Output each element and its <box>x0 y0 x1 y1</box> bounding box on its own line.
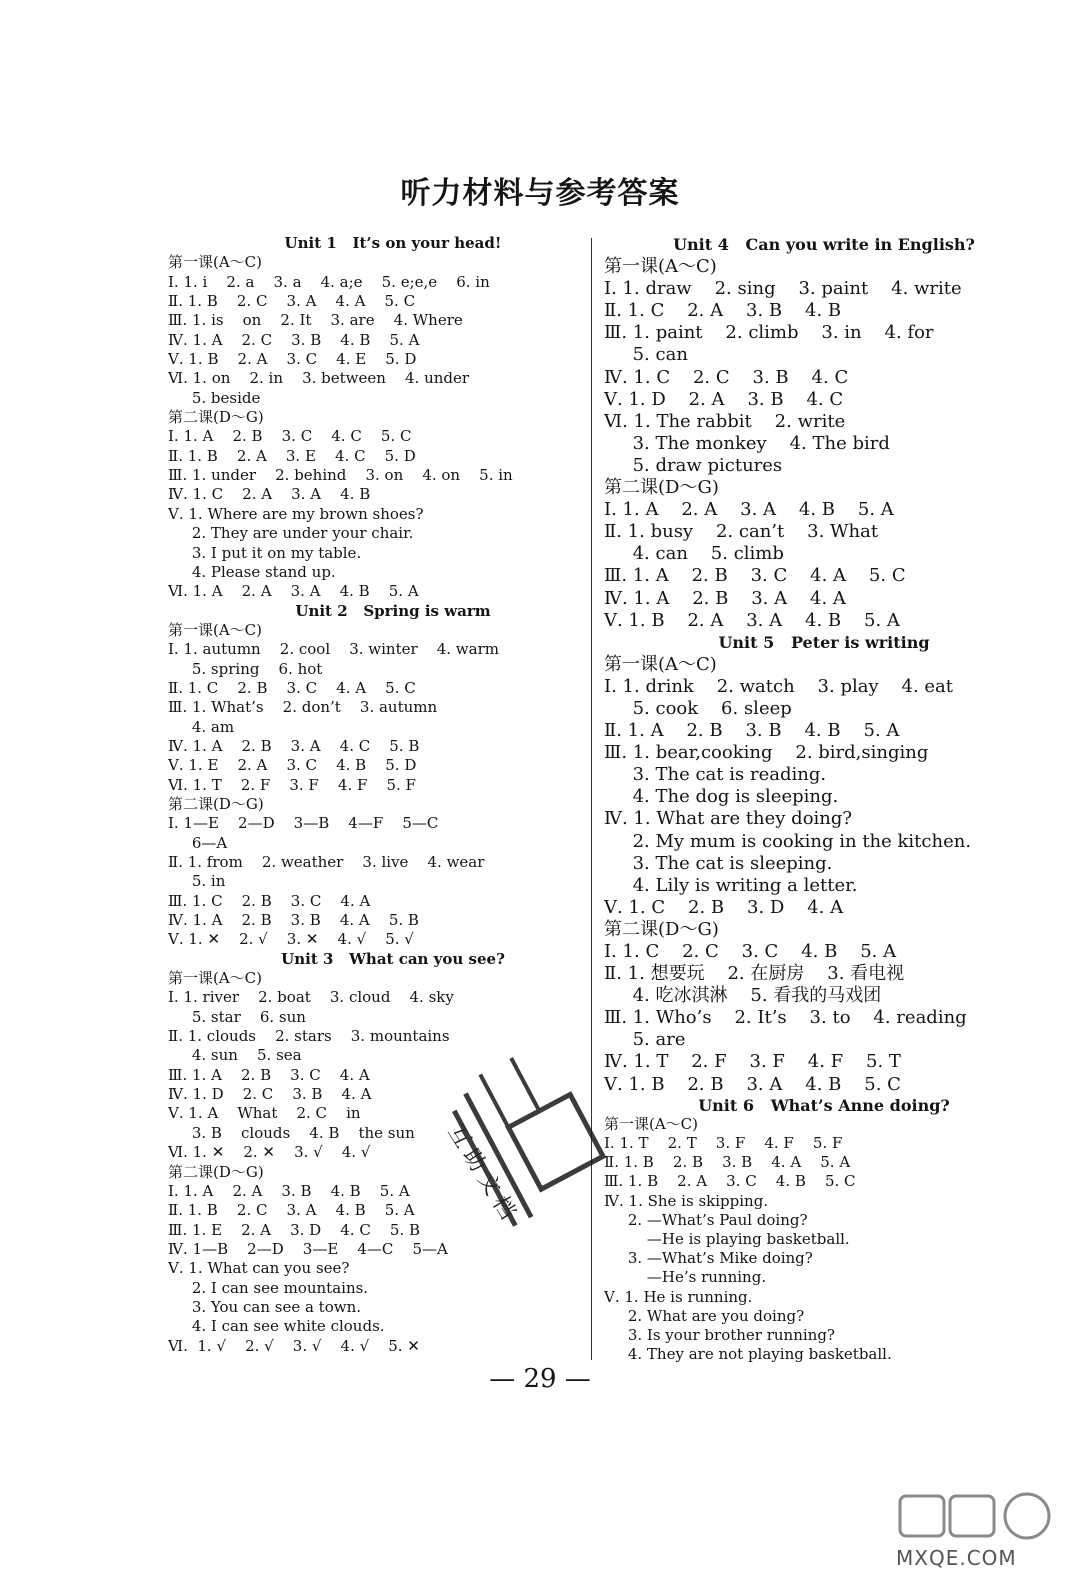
left-answer-line: 第二课(D～G) <box>168 408 264 427</box>
left-answer-line: Ⅳ. 1. A 2. B 3. A 4. C 5. B <box>168 736 420 755</box>
right-answer-line: 5. cook 6. sleep <box>604 697 792 719</box>
right-answer-line: 3. Is your brother running? <box>604 1325 835 1344</box>
right-answer-line: 第一课(A～C) <box>604 256 717 278</box>
right-answer-line: —He is playing basketball. <box>604 1229 850 1248</box>
right-answer-line: Ⅱ. 1. C 2. A 3. B 4. B <box>604 300 842 322</box>
left-unit-heading: Unit 3 What can you see? <box>281 949 505 968</box>
left-answer-line: 第一课(A～C) <box>168 620 263 639</box>
left-answer-line: Ⅳ. 1. C 2. A 3. A 4. B <box>168 485 371 504</box>
right-unit-heading: Unit 5 Peter is writing <box>718 632 930 652</box>
right-answer-line: Ⅱ. 1. 想要玩 2. 在厨房 3. 看电视 <box>604 963 905 985</box>
left-answer-line: Ⅵ. 1. A 2. A 3. A 4. B 5. A <box>168 582 419 601</box>
left-answer-line: Ⅲ. 1. A 2. B 3. C 4. A <box>168 1065 370 1084</box>
left-answer-line: 3. I put it on my table. <box>168 543 362 562</box>
left-answer-line: Ⅳ. 1. A 2. C 3. B 4. B 5. A <box>168 330 420 349</box>
right-answer-line: Ⅲ. 1. Who’s 2. It’s 3. to 4. reading <box>604 1007 967 1029</box>
left-answer-line: 5. in <box>168 872 226 891</box>
left-answer-line: Ⅱ. 1. B 2. C 3. A 4. B 5. A <box>168 1201 415 1220</box>
left-answer-line: 2. They are under your chair. <box>168 524 414 543</box>
right-answer-line: 第一课(A～C) <box>604 1114 699 1133</box>
right-answer-line: Ⅱ. 1. B 2. B 3. B 4. A 5. A <box>604 1153 851 1172</box>
right-unit-heading: Unit 4 Can you write in English? <box>673 235 975 254</box>
right-answer-line: 第一课(A～C) <box>604 653 717 675</box>
right-answer-line: Ⅳ. 1. A 2. B 3. A 4. A <box>604 587 846 609</box>
left-answer-line: 4. Please stand up. <box>168 562 336 581</box>
right-answer-line: Ⅰ. 1. drink 2. watch 3. play 4. eat <box>604 675 954 697</box>
right-answer-line: Ⅱ. 1. busy 2. can’t 3. What <box>604 521 879 543</box>
left-unit-heading: Unit 1 It’s on your head! <box>284 234 502 252</box>
right-answer-line: Ⅱ. 1. A 2. B 3. B 4. B 5. A <box>604 720 900 742</box>
left-answer-line: Ⅱ. 1. from 2. weather 3. live 4. wear <box>168 853 485 871</box>
left-answer-line: Ⅲ. 1. What’s 2. don’t 3. autumn <box>168 698 438 717</box>
left-answer-line: Ⅰ. 1. A 2. A 3. B 4. B 5. A <box>168 1181 410 1200</box>
right-answer-line: 2. My mum is cooking in the kitchen. <box>604 830 972 852</box>
right-answer-line: Ⅲ. 1. B 2. A 3. C 4. B 5. C <box>604 1172 856 1191</box>
right-answer-line: Ⅴ. 1. B 2. B 3. A 4. B 5. C <box>604 1073 901 1095</box>
left-answer-line: Ⅴ. 1. ✕ 2. √ 3. ✕ 4. √ 5. √ <box>168 930 414 949</box>
right-answer-line: 3. The cat is sleeping. <box>604 852 833 874</box>
left-answer-line: Ⅴ. 1. A What 2. C in <box>168 1104 361 1123</box>
page-title: 听力材料与参考答案 <box>400 176 680 211</box>
right-answer-line: 4. The dog is sleeping. <box>604 786 839 808</box>
right-answer-line: —He’s running. <box>604 1268 767 1287</box>
left-answer-line: Ⅴ. 1. E 2. A 3. C 4. B 5. D <box>168 756 417 775</box>
left-answer-line: Ⅰ. 1. autumn 2. cool 3. winter 4. warm <box>168 640 499 659</box>
left-answer-line: Ⅱ. 1. clouds 2. stars 3. mountains <box>168 1027 450 1046</box>
right-answer-line: Ⅴ. 1. C 2. B 3. D 4. A <box>604 896 844 918</box>
left-answer-line: Ⅰ. 1—E 2—D 3—B 4—F 5—C <box>168 814 439 833</box>
right-answer-line: Ⅰ. 1. T 2. T 3. F 4. F 5. F <box>604 1134 843 1153</box>
left-answer-line: Ⅳ. 1—B 2—D 3—E 4—C 5—A <box>168 1239 448 1258</box>
left-answer-line: 第二课(D～G) <box>168 1162 264 1181</box>
right-answer-line: 3. The monkey 4. The bird <box>604 432 890 454</box>
right-answer-line: Ⅰ. 1. A 2. A 3. A 4. B 5. A <box>604 499 894 521</box>
right-answer-line: 2. —What’s Paul doing? <box>604 1210 808 1229</box>
left-answer-line: Ⅱ. 1. C 2. B 3. C 4. A 5. C <box>168 678 416 697</box>
left-answer-line: 5. spring 6. hot <box>168 659 323 678</box>
right-answer-line: Ⅳ. 1. T 2. F 3. F 4. F 5. T <box>604 1051 901 1073</box>
left-answer-line: Ⅱ. 1. B 2. A 3. E 4. C 5. D <box>168 446 416 465</box>
right-answer-line: Ⅰ. 1. C 2. C 3. C 4. B 5. A <box>604 941 897 962</box>
left-answer-line: 第一课(A～C) <box>168 253 263 272</box>
left-answer-line: 5. beside <box>168 388 261 407</box>
right-answer-line: 2. What are you doing? <box>604 1306 805 1325</box>
right-answer-line: 3. —What’s Mike doing? <box>604 1249 813 1268</box>
right-answer-line: 5. can <box>604 344 688 366</box>
right-answer-line: 第二课(D～G) <box>604 918 719 940</box>
right-answer-line: 4. 吃冰淇淋 5. 看我的马戏团 <box>604 985 882 1007</box>
right-answer-line: Ⅲ. 1. paint 2. climb 3. in 4. for <box>604 322 934 344</box>
left-answer-line: Ⅲ. 1. C 2. B 3. C 4. A <box>168 891 371 910</box>
left-answer-line: 3. You can see a town. <box>168 1297 362 1316</box>
right-answer-line: Ⅰ. 1. draw 2. sing 3. paint 4. write <box>604 278 962 300</box>
right-answer-line: 4. They are not playing basketball. <box>604 1345 892 1364</box>
right-answer-line: Ⅲ. 1. A 2. B 3. C 4. A 5. C <box>604 565 906 587</box>
left-answer-line: Ⅳ. 1. D 2. C 3. B 4. A <box>168 1085 372 1104</box>
left-answer-line: 第一课(A～C) <box>168 969 263 988</box>
left-answer-line: 6—A <box>168 833 228 852</box>
left-answer-line: 4. am <box>168 717 235 736</box>
left-answer-line: Ⅳ. 1. A 2. B 3. B 4. A 5. B <box>168 911 419 930</box>
right-answer-line: 5. are <box>604 1029 686 1051</box>
right-answer-line: 3. The cat is reading. <box>604 764 827 786</box>
watermark-url: MXQE.COM <box>896 1546 1017 1570</box>
left-answer-line: Ⅰ. 1. i 2. a 3. a 4. a;e 5. e;e,e 6. in <box>168 272 490 291</box>
right-answer-line: Ⅴ. 1. B 2. A 3. A 4. B 5. A <box>604 609 900 631</box>
left-answer-line: Ⅲ. 1. E 2. A 3. D 4. C 5. B <box>168 1220 420 1239</box>
right-answer-line: Ⅵ. 1. The rabbit 2. write <box>604 410 846 432</box>
right-answer-line: Ⅲ. 1. bear,cooking 2. bird,singing <box>604 742 929 764</box>
left-answer-line: Ⅰ. 1. river 2. boat 3. cloud 4. sky <box>168 988 454 1007</box>
left-answer-line: Ⅱ. 1. B 2. C 3. A 4. A 5. C <box>168 292 416 311</box>
left-answer-line: 3. B clouds 4. B the sun <box>168 1123 415 1142</box>
left-answer-line: 5. star 6. sun <box>168 1007 306 1026</box>
right-answer-line: Ⅴ. 1. He is running. <box>604 1287 753 1306</box>
right-answer-line: 4. Lily is writing a letter. <box>604 874 858 896</box>
left-answer-line: Ⅰ. 1. A 2. B 3. C 4. C 5. C <box>168 427 412 446</box>
left-answer-line: Ⅲ. 1. under 2. behind 3. on 4. on 5. in <box>168 466 513 485</box>
left-answer-line: Ⅴ. 1. Where are my brown shoes? <box>168 504 424 523</box>
right-answer-line: Ⅴ. 1. D 2. A 3. B 4. C <box>604 388 844 410</box>
left-answer-line: 2. I can see mountains. <box>168 1278 369 1297</box>
right-answer-line: 4. can 5. climb <box>604 543 784 565</box>
left-answer-line: Ⅴ. 1. What can you see? <box>168 1259 350 1278</box>
right-answer-line: Ⅳ. 1. She is skipping. <box>604 1191 769 1210</box>
left-answer-line: 4. sun 5. sea <box>168 1046 302 1065</box>
left-answer-line: 4. I can see white clouds. <box>168 1317 385 1336</box>
right-answer-line: Ⅳ. 1. What are they doing? <box>604 808 853 830</box>
left-answer-line: Ⅵ. 1. on 2. in 3. between 4. under <box>168 369 470 388</box>
right-answer-column <box>604 234 1004 1364</box>
right-answer-line: 第二课(D～G) <box>604 477 719 499</box>
left-answer-line: Ⅵ. 1. √ 2. √ 3. √ 4. √ 5. ✕ <box>168 1336 420 1355</box>
left-unit-heading: Unit 2 Spring is warm <box>295 601 491 620</box>
right-unit-heading: Unit 6 What’s Anne doing? <box>698 1095 950 1115</box>
page-number: — 29 — <box>489 1364 591 1394</box>
left-answer-line: Ⅴ. 1. B 2. A 3. C 4. E 5. D <box>168 350 417 369</box>
left-answer-line: Ⅵ. 1. T 2. F 3. F 4. F 5. F <box>168 775 416 794</box>
right-answer-line: Ⅳ. 1. C 2. C 3. B 4. C <box>604 366 849 388</box>
left-answer-line: 第二课(D～G) <box>168 794 264 813</box>
stamp-text: 互助文档 <box>442 1120 524 1229</box>
left-answer-line: Ⅵ. 1. ✕ 2. ✕ 3. √ 4. √ <box>168 1143 371 1162</box>
left-answer-line: Ⅲ. 1. is on 2. It 3. are 4. Where <box>168 311 463 330</box>
right-answer-line: 5. draw pictures <box>604 454 783 476</box>
